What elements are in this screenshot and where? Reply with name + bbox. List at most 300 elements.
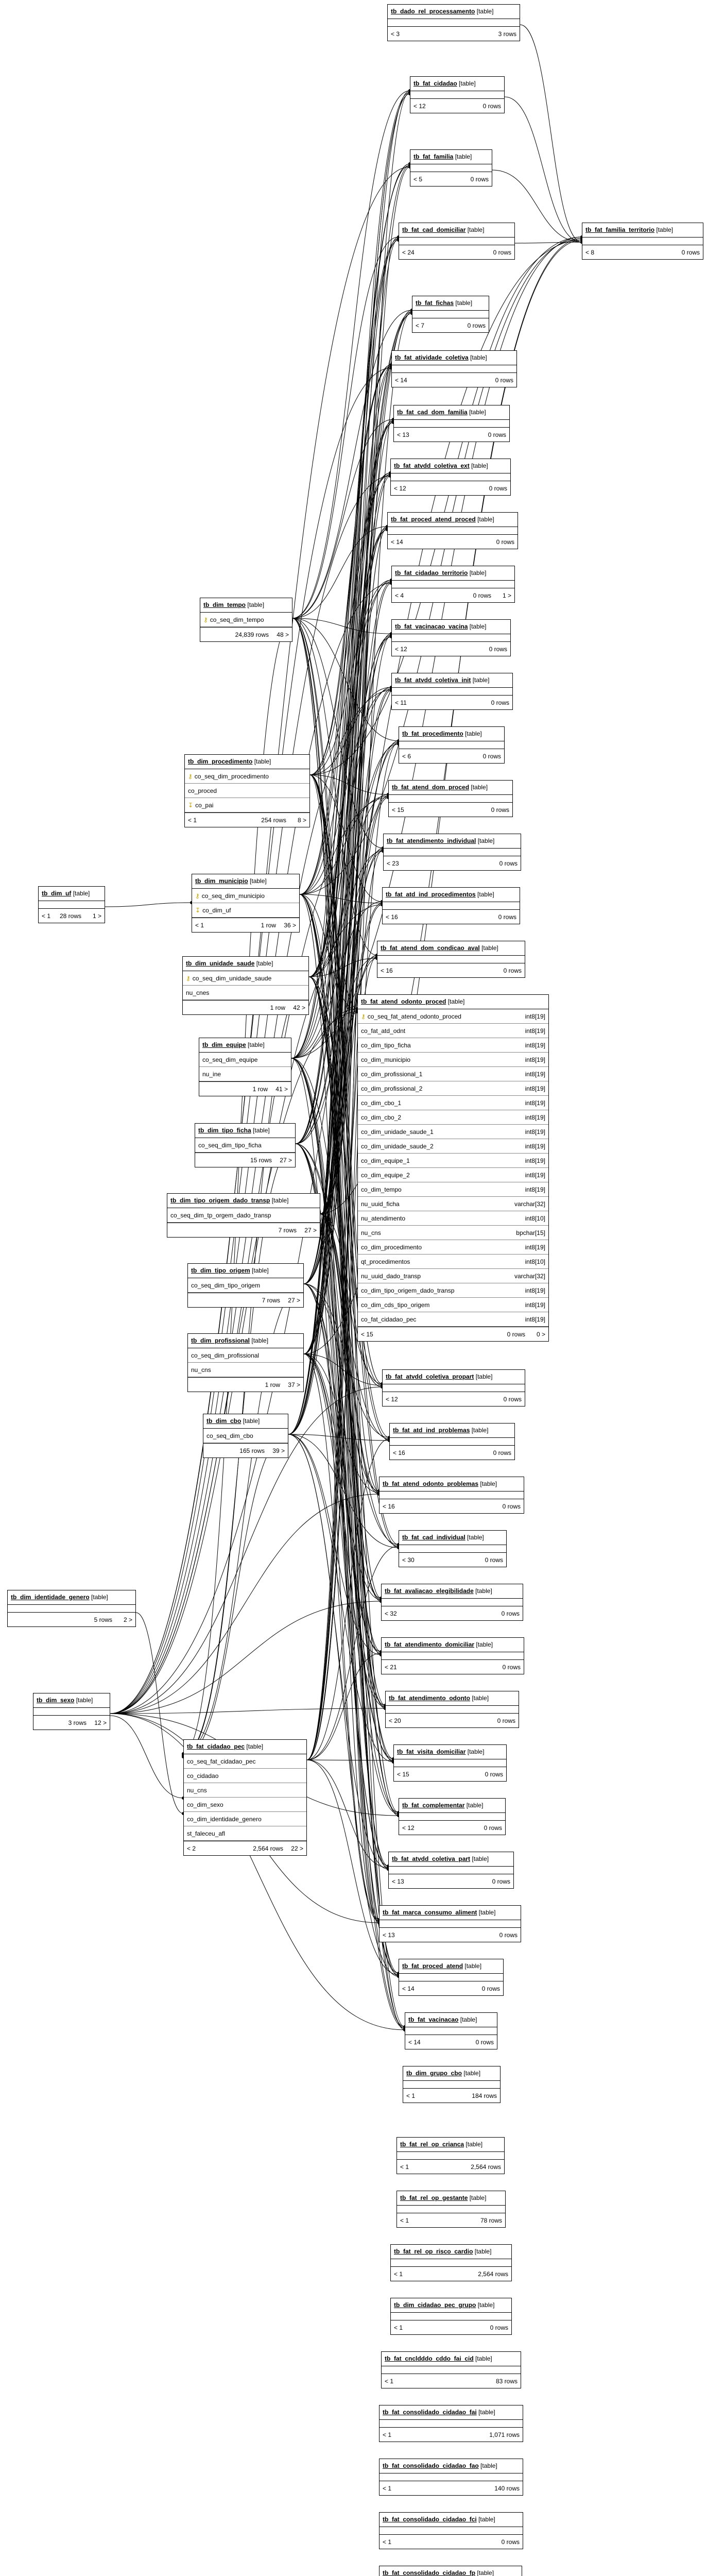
parents-count[interactable]: < 1: [42, 912, 51, 920]
parents-count[interactable]: < 1: [383, 2485, 392, 2492]
column-name: nu_atendimento: [361, 1215, 406, 1222]
parents-count[interactable]: < 24: [402, 249, 415, 256]
table-name[interactable]: tb_dim_grupo_cbo: [406, 2070, 462, 2077]
table-name[interactable]: tb_fat_cad_domiciliar: [402, 226, 466, 233]
table-name[interactable]: tb_fat_fichas: [416, 299, 454, 307]
table-name[interactable]: tb_fat_cncldddo_cddo_fai_cid: [385, 2355, 474, 2362]
column-type: int8[19]: [525, 1099, 545, 1107]
table-name[interactable]: tb_fat_cad_dom_familia: [397, 409, 468, 416]
table-name[interactable]: tb_fat_atend_dom_proced: [392, 784, 470, 791]
table-name[interactable]: tb_fat_atvdd_coletiva_part: [392, 1855, 471, 1862]
table-header: [199, 1038, 291, 1053]
table-tb-fat-consolidado-cidadao-fci[interactable]: [379, 2512, 523, 2549]
table-tb-dim-cidadao-pec-grupo[interactable]: [390, 2298, 512, 2335]
table-tb-fat-cidadao-pec[interactable]: [183, 1739, 307, 1856]
parents-count[interactable]: < 23: [387, 860, 399, 867]
parents-count[interactable]: < 32: [385, 1610, 397, 1617]
table-column[interactable]: [358, 1038, 548, 1053]
table-column[interactable]: [358, 1226, 548, 1240]
column-type: int8[19]: [525, 1143, 545, 1150]
parents-count[interactable]: < 1: [195, 922, 204, 929]
table-name[interactable]: tb_fat_atvdd_coletiva_init: [395, 676, 471, 684]
table-column[interactable]: [184, 1783, 306, 1798]
table-name[interactable]: tb_dim_tipo_ficha: [198, 1127, 251, 1134]
parents-count[interactable]: < 12: [394, 485, 406, 492]
table-body-spacer: [392, 365, 516, 372]
table-kind: [table]: [252, 1267, 269, 1274]
parents-count[interactable]: < 13: [383, 1931, 395, 1939]
children-count[interactable]: 1 >: [92, 912, 101, 920]
table-tb-dim-equipe[interactable]: [199, 1038, 291, 1096]
row-count: 3 rows: [68, 1719, 87, 1726]
table-body-spacer: [388, 527, 518, 534]
table-column[interactable]: [358, 1197, 548, 1211]
parents-count[interactable]: < 5: [413, 176, 423, 183]
parents-count[interactable]: < 16: [386, 913, 398, 921]
table-tb-fat-vacinacao[interactable]: [405, 2012, 497, 2049]
row-count: 78 rows: [480, 2217, 502, 2224]
table-column[interactable]: [184, 1812, 306, 1826]
table-name[interactable]: tb_fat_familia_territorio: [585, 226, 655, 233]
table-tb-fat-atend-dom-condicao-aval[interactable]: [377, 941, 525, 978]
parents-count[interactable]: < 16: [393, 1449, 405, 1456]
parents-count[interactable]: < 11: [395, 699, 407, 706]
table-name[interactable]: tb_fat_cidadao_territorio: [395, 569, 468, 577]
children-count[interactable]: 12 >: [94, 1719, 107, 1726]
table-column[interactable]: [358, 1168, 548, 1182]
column-name: st_faleceu_afl: [187, 1830, 226, 1837]
table-header: [392, 351, 516, 365]
table-tb-fat-visita-domiciliar[interactable]: [393, 1744, 507, 1782]
column-name: co_seq_fat_atend_odonto_proced: [367, 1013, 461, 1020]
table-kind: [table]: [246, 1743, 264, 1750]
table-name[interactable]: tb_fat_atend_dom_condicao_aval: [381, 944, 480, 952]
row-count: 0 rows: [501, 2538, 520, 2546]
table-body-spacer: [399, 1545, 506, 1552]
table-footer: [391, 2266, 511, 2281]
children-count[interactable]: 41 >: [275, 1086, 288, 1093]
parents-count[interactable]: < 3: [391, 30, 400, 38]
row-count: 0 rows: [489, 485, 507, 492]
table-footer: [399, 245, 514, 259]
table-name[interactable]: tb_fat_atd_ind_procedimentos: [386, 891, 476, 898]
table-header: [399, 223, 514, 238]
column-name: co_seq_dim_tipo_origem: [191, 1282, 261, 1289]
parents-count[interactable]: < 21: [385, 1664, 397, 1671]
table-column[interactable]: [358, 1283, 548, 1298]
parents-count[interactable]: < 15: [392, 806, 404, 814]
table-tb-fat-rel-op-risco-cardio[interactable]: [390, 2244, 512, 2281]
table-tb-dim-identidade-genero[interactable]: [7, 1590, 136, 1627]
table-name[interactable]: tb_fat_atendimento_domiciliar: [385, 1641, 475, 1648]
table-footer: [380, 2427, 523, 2442]
table-tb-dim-grupo-cbo[interactable]: [403, 2066, 501, 2103]
table-name[interactable]: tb_fat_vacinacao: [408, 2016, 459, 2023]
table-column[interactable]: [185, 798, 309, 812]
table-footer: [399, 749, 504, 763]
relationship-edge: [105, 903, 192, 907]
column-type: bpchar[15]: [516, 1229, 545, 1236]
table-tb-fat-familia-territorio[interactable]: [582, 223, 703, 260]
table-kind: [table]: [477, 837, 495, 844]
table-column[interactable]: [183, 986, 308, 1000]
column-type: int8[19]: [525, 1114, 545, 1121]
table-tb-dim-uf[interactable]: [38, 886, 105, 923]
table-body-spacer: [390, 1438, 514, 1445]
table-column[interactable]: [188, 1363, 303, 1377]
table-name[interactable]: tb_fat_rel_op_crianca: [400, 2141, 464, 2148]
column-name: co_seq_dim_equipe: [202, 1056, 258, 1063]
table-name[interactable]: tb_dim_identidade_genero: [11, 1594, 90, 1601]
table-column[interactable]: [184, 1798, 306, 1812]
table-column[interactable]: [203, 1429, 288, 1443]
table-tb-dim-procedimento[interactable]: [184, 754, 310, 827]
parents-count[interactable]: < 14: [395, 377, 407, 384]
table-name[interactable]: tb_fat_rel_op_risco_cardio: [394, 2248, 473, 2255]
table-column[interactable]: [167, 1208, 320, 1223]
table-name[interactable]: tb_dim_cbo: [206, 1417, 242, 1425]
table-tb-fat-avaliacao-elegibilidade[interactable]: [381, 1584, 523, 1621]
primary-key-icon: ⚷: [186, 975, 191, 982]
table-tb-fat-consolidado-cidadao-fao[interactable]: [379, 2459, 523, 2496]
table-header: [167, 1194, 320, 1208]
table-column[interactable]: [358, 1211, 548, 1226]
table-tb-dim-sexo[interactable]: [33, 1693, 110, 1730]
parents-count[interactable]: < 13: [397, 431, 409, 438]
row-count: 0 rows: [482, 753, 501, 760]
table-name[interactable]: tb_fat_atividade_coletiva: [395, 354, 469, 361]
table-column[interactable]: [358, 1312, 548, 1327]
table-name[interactable]: tb_dim_tipo_origem: [191, 1267, 250, 1274]
table-tb-fat-vacinacao-vacina[interactable]: [391, 619, 511, 656]
row-count: 2,564 rows: [478, 2270, 508, 2278]
table-tb-fat-fichas[interactable]: [412, 296, 489, 333]
table-body-spacer: [392, 634, 510, 641]
table-tb-fat-cad-dom-familia[interactable]: [393, 405, 510, 442]
parents-count[interactable]: < 16: [383, 1503, 395, 1510]
table-tb-dim-cbo[interactable]: [203, 1414, 288, 1458]
parents-count[interactable]: < 4: [395, 592, 404, 599]
children-count[interactable]: 42 >: [293, 1004, 305, 1011]
table-tb-fat-atendimento-odonto[interactable]: [385, 1691, 519, 1728]
parents-count[interactable]: < 12: [413, 103, 426, 110]
table-tb-dim-tipo-origem-dado-transp[interactable]: [167, 1193, 320, 1238]
table-column[interactable]: [185, 784, 309, 798]
table-column[interactable]: [358, 1081, 548, 1096]
table-column[interactable]: [358, 1154, 548, 1168]
children-count[interactable]: 48 >: [277, 631, 289, 638]
table-body-spacer: [392, 688, 512, 695]
parents-count[interactable]: < 14: [402, 1985, 415, 1992]
table-tb-fat-cidadao-territorio[interactable]: [391, 566, 515, 603]
table-tb-fat-consolidado-cidadao-fp[interactable]: [379, 2566, 522, 2576]
table-tb-dim-unidade-saude[interactable]: [182, 956, 309, 1015]
table-footer: [412, 318, 489, 332]
table-name[interactable]: tb_fat_avaliacao_elegibilidade: [385, 1587, 474, 1595]
parents-count[interactable]: < 14: [408, 2039, 421, 2046]
row-count: 3 rows: [498, 30, 516, 38]
row-count: 140 rows: [494, 2485, 520, 2492]
table-column[interactable]: [358, 1053, 548, 1067]
table-name[interactable]: tb_fat_familia: [413, 153, 454, 160]
table-body-spacer: [8, 1605, 135, 1612]
parents-count[interactable]: < 6: [402, 753, 411, 760]
table-name[interactable]: tb_fat_cidadao_pec: [187, 1743, 245, 1750]
table-name[interactable]: tb_fat_atvdd_coletiva_ext: [394, 462, 470, 469]
children-count[interactable]: 37 >: [288, 1381, 300, 1388]
table-tb-fat-atvdd-coletiva-init[interactable]: [391, 673, 513, 710]
table-name[interactable]: tb_fat_consolidado_cidadao_fai: [383, 2409, 477, 2416]
table-footer: [389, 1874, 513, 1888]
table-name[interactable]: tb_fat_vacinacao_vacina: [395, 623, 468, 630]
table-tb-fat-rel-op-crianca[interactable]: [396, 2137, 505, 2174]
parents-count[interactable]: < 15: [397, 1771, 409, 1778]
table-name[interactable]: tb_fat_consolidado_cidadao_fci: [383, 2516, 477, 2523]
table-kind: [table]: [254, 758, 271, 765]
parents-count[interactable]: < 1: [394, 2324, 403, 2331]
table-kind: [table]: [455, 153, 472, 160]
table-column[interactable]: [184, 1826, 306, 1841]
table-tb-dim-tempo[interactable]: [200, 598, 292, 642]
parents-count[interactable]: < 12: [395, 646, 407, 653]
column-type: int8[19]: [525, 1056, 545, 1063]
parents-count[interactable]: < 1: [383, 2538, 392, 2546]
children-count[interactable]: 36 >: [284, 922, 296, 929]
table-column[interactable]: [200, 613, 292, 627]
table-tb-fat-atend-odonto-problemas[interactable]: [379, 1477, 524, 1514]
table-name[interactable]: tb_fat_consolidado_cidadao_fao: [383, 2462, 479, 2469]
table-tb-fat-proced-atend[interactable]: [399, 1959, 504, 1996]
table-name[interactable]: tb_dim_tempo: [203, 601, 246, 608]
row-count: 0 rows: [496, 538, 514, 546]
table-name[interactable]: tb_fat_atendimento_odonto: [389, 1694, 470, 1702]
table-tb-fat-cncldddo-cddo-fai-cid[interactable]: [381, 2351, 521, 2388]
children-count[interactable]: 8 >: [297, 817, 306, 824]
table-tb-dado-rel-processamento[interactable]: [387, 4, 520, 41]
table-name[interactable]: tb_fat_atend_odonto_problemas: [383, 1480, 479, 1487]
table-column[interactable]: [358, 1240, 548, 1255]
table-kind: [table]: [474, 2248, 492, 2255]
table-name[interactable]: tb_fat_atend_odonto_proced: [361, 998, 446, 1005]
parents-count[interactable]: < 15: [361, 1331, 373, 1338]
table-tb-dim-tipo-ficha[interactable]: [195, 1123, 296, 1167]
table-kind: [table]: [466, 1802, 484, 1809]
parents-count[interactable]: < 30: [402, 1556, 415, 1564]
table-column[interactable]: [358, 1125, 548, 1139]
table-column[interactable]: [188, 1278, 303, 1293]
table-footer: [380, 2534, 523, 2549]
table-name[interactable]: tb_fat_visita_domiciliar: [397, 1748, 466, 1755]
table-name[interactable]: tb_dado_rel_processamento: [391, 8, 475, 15]
table-column[interactable]: [199, 1053, 291, 1067]
table-header: [33, 1693, 110, 1708]
table-kind: [table]: [472, 1855, 489, 1862]
relationship-edge: [505, 97, 582, 242]
table-tb-fat-atvdd-coletiva-part[interactable]: [388, 1852, 514, 1889]
table-tb-dim-profissional[interactable]: [187, 1333, 304, 1392]
table-tb-fat-atvdd-coletiva-propart[interactable]: [382, 1369, 525, 1406]
table-tb-fat-atend-dom-proced[interactable]: [388, 780, 513, 817]
parents-count[interactable]: < 1: [188, 817, 197, 824]
relationship-edge: [110, 1716, 183, 1798]
table-tb-dim-municipio[interactable]: [192, 874, 300, 933]
table-tb-fat-marca-consumo-aliment[interactable]: [379, 1905, 521, 1942]
table-column[interactable]: [358, 1009, 548, 1024]
table-body-spacer: [392, 581, 514, 588]
table-tb-fat-cad-domiciliar[interactable]: [399, 223, 515, 260]
table-name[interactable]: tb_fat_rel_op_gestante: [400, 2194, 468, 2201]
table-name[interactable]: tb_dim_unidade_saude: [186, 960, 255, 967]
table-header: [388, 5, 520, 19]
table-tb-dim-tipo-origem[interactable]: [187, 1263, 304, 1308]
table-name[interactable]: tb_fat_cidadao: [413, 80, 457, 87]
parents-count[interactable]: < 1: [400, 2217, 409, 2224]
table-column[interactable]: [184, 1769, 306, 1783]
table-kind: [table]: [469, 569, 487, 577]
table-header: [392, 620, 510, 634]
table-kind: [table]: [476, 1641, 493, 1648]
parents-count[interactable]: < 16: [381, 967, 393, 974]
table-name[interactable]: tb_dim_tipo_origem_dado_transp: [170, 1197, 270, 1204]
table-column[interactable]: [358, 1298, 548, 1312]
table-tb-fat-atendimento-individual[interactable]: [383, 834, 521, 871]
table-tb-fat-procedimento[interactable]: [399, 726, 505, 764]
table-name[interactable]: tb_dim_profissional: [191, 1337, 250, 1344]
table-column[interactable]: [358, 1255, 548, 1269]
table-column[interactable]: [192, 903, 299, 918]
table-tb-fat-familia[interactable]: [410, 149, 492, 187]
table-column[interactable]: [184, 1754, 306, 1769]
children-count[interactable]: 0 >: [536, 1331, 545, 1338]
table-column[interactable]: [358, 1269, 548, 1283]
table-tb-fat-atend-odonto-proced[interactable]: [357, 994, 549, 1342]
table-column[interactable]: [185, 769, 309, 784]
table-footer: [390, 1445, 514, 1460]
table-header: [390, 1423, 514, 1438]
table-name[interactable]: tb_dim_equipe: [202, 1041, 246, 1048]
column-name: co_dim_cbo_2: [361, 1114, 402, 1121]
table-column[interactable]: [183, 971, 308, 986]
table-name[interactable]: tb_fat_proced_atend_proced: [391, 516, 476, 523]
table-tb-fat-cad-individual[interactable]: [399, 1530, 507, 1567]
table-kind: [table]: [467, 1534, 484, 1541]
column-name: nu_uuid_dado_transp: [361, 1273, 421, 1280]
table-footer: [386, 1713, 519, 1727]
parents-count[interactable]: < 7: [416, 322, 425, 329]
children-count[interactable]: 2 >: [123, 1616, 132, 1623]
children-count[interactable]: 39 >: [272, 1447, 285, 1454]
table-column[interactable]: [188, 1348, 303, 1363]
table-name[interactable]: tb_fat_atendimento_individual: [387, 837, 476, 844]
table-name[interactable]: tb_dim_municipio: [195, 877, 248, 885]
column-name: co_dim_equipe_1: [361, 1157, 410, 1164]
row-count: 0 rows: [503, 967, 522, 974]
table-body-spacer: [399, 238, 514, 245]
table-name[interactable]: tb_dim_sexo: [37, 1697, 75, 1704]
parents-count[interactable]: < 13: [392, 1878, 404, 1885]
table-name[interactable]: tb_dim_procedimento: [188, 758, 253, 765]
table-column[interactable]: [358, 1182, 548, 1197]
table-name[interactable]: tb_fat_consolidado_cidadao_fp: [383, 2569, 476, 2576]
table-kind: [table]: [476, 8, 494, 15]
table-tb-fat-atendimento-domiciliar[interactable]: [381, 1637, 524, 1674]
table-tb-fat-rel-op-gestante[interactable]: [396, 2191, 506, 2228]
parents-count[interactable]: < 2: [187, 1845, 196, 1852]
children-count[interactable]: 1 >: [502, 592, 511, 599]
parents-count[interactable]: < 12: [402, 1824, 415, 1832]
children-count[interactable]: 27 >: [288, 1297, 300, 1304]
table-tb-fat-atd-ind-problemas[interactable]: [389, 1423, 515, 1460]
table-column[interactable]: [358, 1096, 548, 1110]
table-column[interactable]: [192, 889, 299, 903]
table-name[interactable]: tb_fat_cad_individual: [402, 1534, 465, 1541]
parents-count[interactable]: < 1: [400, 2163, 409, 2171]
parents-count[interactable]: < 1: [383, 2431, 392, 2438]
table-name[interactable]: tb_fat_complementar: [402, 1802, 465, 1809]
table-name[interactable]: tb_fat_proced_atend: [402, 1962, 463, 1970]
table-name[interactable]: tb_dim_cidadao_pec_grupo: [394, 2301, 476, 2309]
table-header: [380, 2566, 522, 2576]
table-tb-fat-cidadao[interactable]: [410, 76, 505, 113]
table-header: [377, 941, 525, 956]
table-body-spacer: [397, 2206, 505, 2213]
table-body-spacer: [394, 1759, 506, 1767]
table-column[interactable]: [358, 1139, 548, 1154]
children-count[interactable]: 27 >: [280, 1157, 292, 1164]
table-kind: [table]: [471, 1427, 489, 1434]
table-body-spacer: [380, 1920, 521, 1927]
parents-count[interactable]: < 1: [385, 2378, 394, 2385]
table-column[interactable]: [199, 1067, 291, 1081]
parents-count[interactable]: < 12: [386, 1396, 398, 1403]
children-count[interactable]: 27 >: [304, 1227, 317, 1234]
table-tb-fat-complementar[interactable]: [399, 1798, 506, 1835]
table-footer: [392, 641, 510, 656]
row-count: 165 rows: [239, 1447, 265, 1454]
table-header: [383, 888, 520, 902]
parents-count[interactable]: < 20: [389, 1717, 401, 1724]
table-header: [389, 1852, 513, 1867]
table-name[interactable]: tb_fat_marca_consumo_aliment: [383, 1909, 477, 1916]
table-name[interactable]: tb_dim_uf: [42, 890, 72, 897]
table-column[interactable]: [358, 1024, 548, 1038]
column-name: co_seq_dim_profissional: [191, 1352, 260, 1359]
row-count: 7 rows: [278, 1227, 297, 1234]
parents-count[interactable]: < 14: [391, 538, 403, 546]
table-name[interactable]: tb_fat_atd_ind_problemas: [393, 1427, 470, 1434]
children-count[interactable]: 22 >: [291, 1845, 303, 1852]
parents-count[interactable]: < 1: [406, 2092, 416, 2099]
table-column[interactable]: [195, 1138, 295, 1153]
table-tb-fat-proced-atend-proced[interactable]: [387, 512, 518, 549]
table-footer: [380, 1499, 524, 1513]
table-tb-fat-consolidado-cidadao-fai[interactable]: [379, 2405, 523, 2442]
table-header: [405, 2013, 497, 2027]
table-tb-fat-atvdd-coletiva-ext[interactable]: [390, 459, 511, 496]
table-column[interactable]: [358, 1110, 548, 1125]
table-name[interactable]: tb_fat_procedimento: [402, 730, 463, 737]
parents-count[interactable]: < 1: [394, 2270, 403, 2278]
row-count: 0 rows: [485, 1771, 503, 1778]
table-name[interactable]: tb_fat_atvdd_coletiva_propart: [386, 1373, 474, 1380]
table-footer: [392, 372, 516, 387]
table-footer: [405, 2035, 497, 2049]
table-header: [382, 1584, 523, 1599]
table-tb-fat-atd-ind-procedimentos[interactable]: [382, 887, 520, 924]
table-tb-fat-atividade-coletiva[interactable]: [391, 350, 517, 387]
parents-count[interactable]: < 8: [585, 249, 595, 256]
table-column[interactable]: [358, 1067, 548, 1081]
